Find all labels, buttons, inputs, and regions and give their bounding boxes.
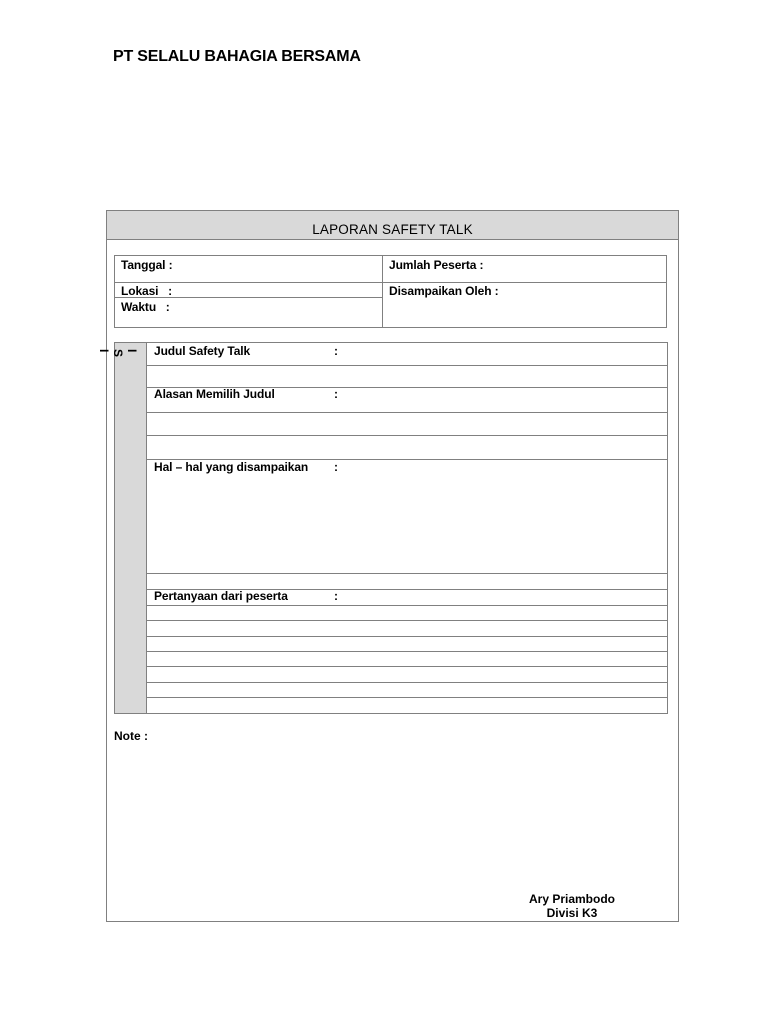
- isi-side-label: I S I: [97, 349, 139, 363]
- pertanyaan-label: Pertanyaan dari peserta: [154, 589, 288, 603]
- pertanyaan-colon: :: [334, 589, 338, 603]
- note-label: Note :: [114, 729, 148, 743]
- hal-label: Hal – hal yang disampaikan: [154, 460, 309, 474]
- form-header: [107, 211, 678, 240]
- signature-block: [502, 892, 642, 920]
- info-divider-vertical: [382, 256, 383, 327]
- signature-division: Divisi K3: [546, 906, 598, 920]
- company-name: PT SELALU BAHAGIA BERSAMA: [113, 48, 361, 65]
- isi-section: [97, 342, 668, 714]
- row-line: [147, 651, 667, 652]
- row-line: [147, 412, 667, 413]
- row-line: [147, 636, 667, 637]
- safety-talk-form: [97, 210, 679, 922]
- row-line: [147, 365, 667, 366]
- row-line: [147, 620, 667, 621]
- info-table: [114, 255, 667, 328]
- hal-colon: :: [334, 460, 338, 474]
- waktu-label: Waktu :: [121, 300, 170, 314]
- jumlah-peserta-label: Jumlah Peserta :: [389, 258, 484, 272]
- info-divider-horizontal: [115, 282, 666, 283]
- judul-label: Judul Safety Talk: [154, 344, 251, 358]
- disampaikan-oleh-label: Disampaikan Oleh :: [389, 284, 499, 298]
- alasan-colon: :: [334, 387, 338, 401]
- row-line: [147, 697, 667, 698]
- row-line: [147, 682, 667, 683]
- row-line: [147, 605, 667, 606]
- row-line: [147, 573, 667, 574]
- isi-side-panel: [97, 343, 147, 713]
- signature-name: Ary Priambodo: [528, 892, 615, 906]
- form-title: LAPORAN SAFETY TALK: [312, 222, 473, 237]
- alasan-label: Alasan Memilih Judul: [154, 387, 275, 401]
- judul-colon: :: [334, 344, 338, 358]
- row-line: [147, 435, 667, 436]
- tanggal-label: Tanggal :: [121, 258, 173, 272]
- lokasi-label: Lokasi :: [121, 284, 173, 298]
- row-line: [147, 666, 667, 667]
